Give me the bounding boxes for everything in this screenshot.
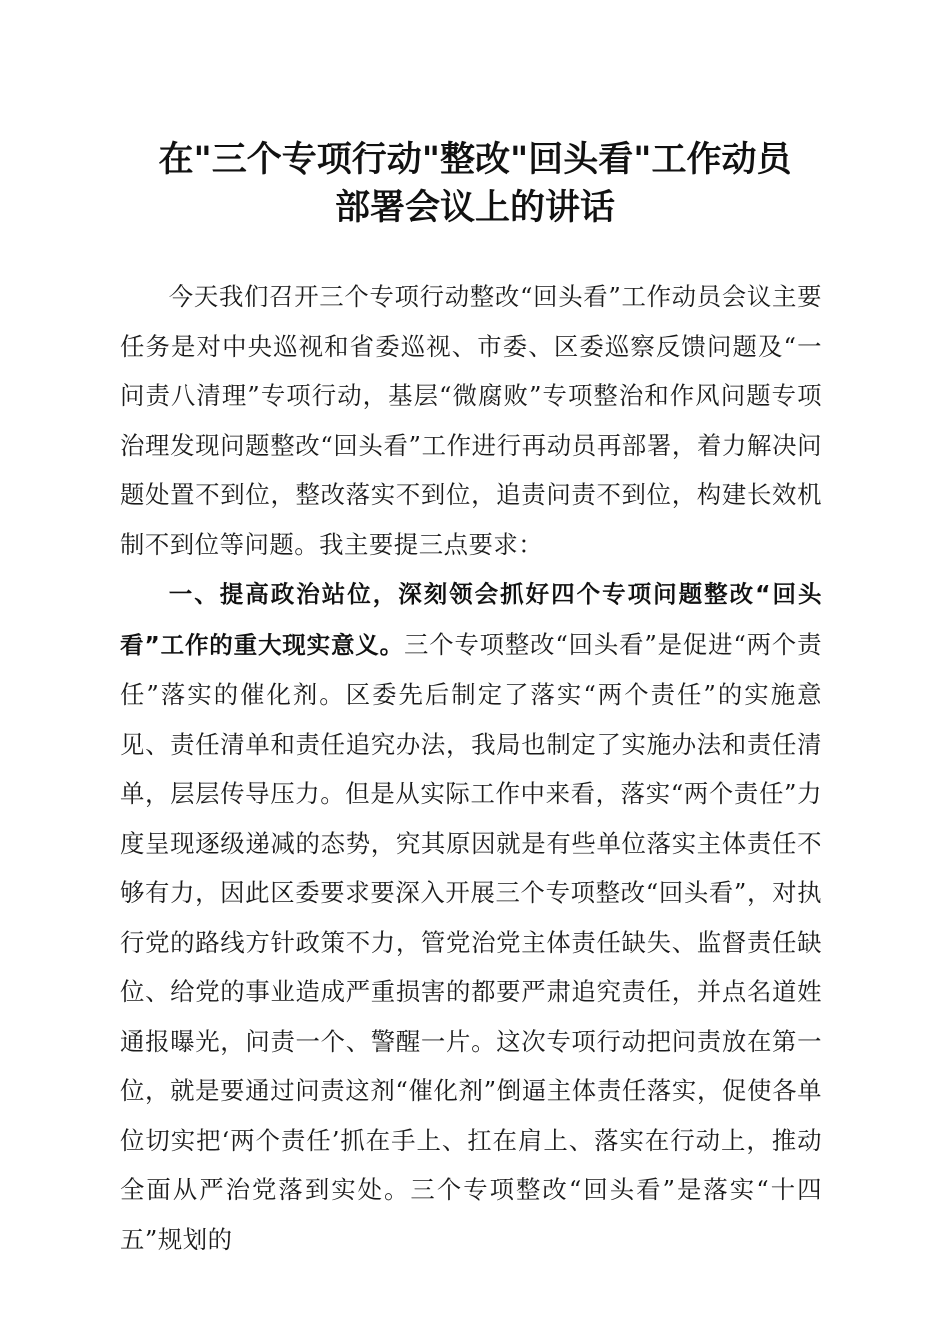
intro-paragraph: 今天我们召开三个专项行动整改“回头看”工作动员会议主要任务是对中央巡视和省委巡视、市委、区委巡察反馈问题及“一问责八清理”专项行动，基层“微腐败”专项整治和作风问题专项治理发现问题整改“回头看”工作进行再动员再部署，着力解决问题处置不到位，整改落实不到位，追责问责不到位，构建长效机制不到位等问题。我主要提三点要求： — [120, 282, 822, 559]
section-1-body: 三个专项整改“回头看”是促进“两个责任”落实的催化剂。区委先后制定了落实“两个责任”的实施意见、责任清单和责任追究办法，我局也制定了实施办法和责任清单，层层传导压力。但是从实际工作中来看，落实“两个责任”力度呈现逐级递减的态势，究其原因就是有些单位落实主体责任不够有力，因此区委要求要深入开展三个专项整改“回头看”，对执行党的路线方针政策不力，管党治党主体责任缺失、监督责任缺位、给党的事业造成严重损害的都要严肃追究责任，并点名道姓通报曝光，问责一个、警醒一片。这次专项行动把问责放在第一位，就是要通过问责这剂“催化剂”倒逼主体责任落实，促使各单位切实把‘两个责任’抓在手上、扛在肩上、落实在行动上，推动全面从严治党落到实处。三个专项整改“回头看”是落实“十四五”规划的 — [120, 629, 822, 1254]
document-title-line-1: 在"三个专项行动"整改"回头看"工作动员 — [158, 139, 792, 180]
section-1-heading: 一、提高政治站位，深刻领会抓好四个专项问题整改“回头看”工作的重大现实意义。 — [120, 580, 822, 659]
document-title-line-2: 部署会议上的讲话 — [334, 187, 615, 228]
section-1-paragraph — [120, 569, 822, 1264]
document-body — [120, 272, 822, 1264]
